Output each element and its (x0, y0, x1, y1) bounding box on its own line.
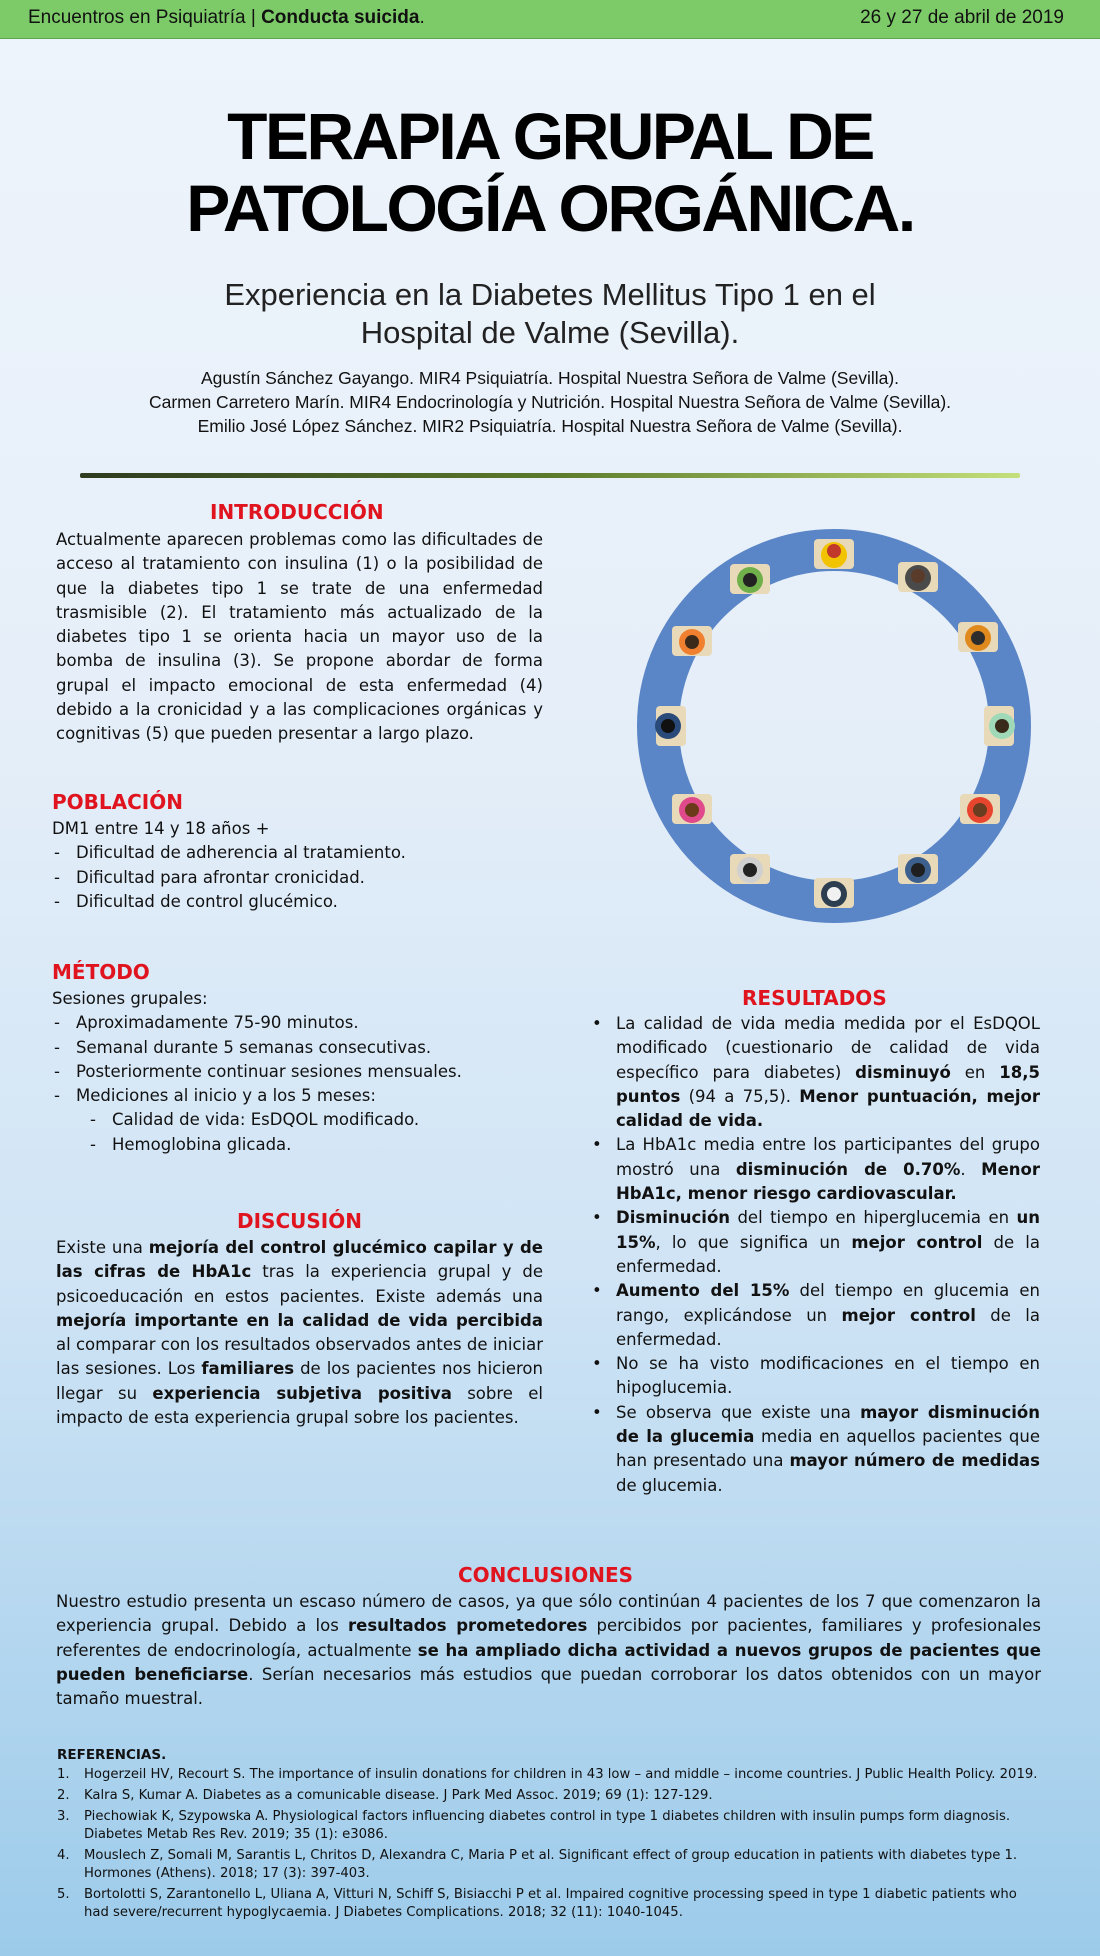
list-subitem: - Hemoglobina glicada. (52, 1133, 532, 1157)
references (57, 1746, 1042, 1925)
event-date: 26 y 27 de abril de 2019 (860, 7, 1064, 28)
resultados-list (590, 1012, 1040, 1498)
author-3: Emilio José López Sánchez. MIR2 Psiquiatría. Hospital Nuestra Señora de Valme (Sevilla). (197, 416, 903, 436)
metodo-title: MÉTODO (52, 960, 150, 984)
poster-subtitle: Experiencia en la Diabetes Mellitus Tipo 1 en el Hospital de Valme (Sevilla). (224, 277, 876, 350)
introduccion-text: Actualmente aparecen problemas como las dificultades de acceso al tratamiento con insulina (1) o la posibilidad de que la diabetes tipo 1 se trate de una enfermedad trasmisible (2). El tratamiento más actualizado de la diabetes tipo 1 se orienta hacia un mayor uso de la bomba de insulina (3). Se propone abordar de forma grupal el impacto emocional de esta enfermedad (4) debido a la cronicidad y a las complicaciones orgánicas y cognitivas (5) que pueden presentar a largo plazo. (56, 530, 543, 744)
reference-item: 1. Hogerzeil HV, Recourt S. The importance of insulin donations for children in 43 low – and middle – income countries. J Public Health Policy. 2019. (57, 1767, 1038, 1782)
poster-title: TERAPIA GRUPAL DE PATOLOGÍA ORGÁNICA. (186, 99, 914, 245)
poblacion-title: POBLACIÓN (52, 790, 183, 814)
poblacion-content (52, 817, 532, 914)
event-label: Encuentros en Psiquiatría | Conducta suicida. (28, 7, 425, 28)
references-title: REFERENCIAS. (57, 1747, 167, 1763)
header-bar (0, 0, 1100, 39)
introduccion-title: INTRODUCCIÓN (210, 500, 384, 524)
author-2: Carmen Carretero Marín. MIR4 Endocrinología y Nutrición. Hospital Nuestra Señora de Valme (Sevilla). (148, 392, 952, 412)
reference-item: 5. Bortolotti S, Zarantonello L, Uliana A, Vitturi N, Schiff S, Bisiacchi P et al. Impaired cognitive processing speed in type 1 diabetic patients who had severe/recurrent hypoglycaemia. J Diabetes Complications. 2018; 32 (11): 1040-1045. (57, 1887, 1017, 1920)
list-item: - Posteriormente continuar sesiones mensuales. (52, 1060, 532, 1084)
result-item: • Aumento del 15% del tiempo en glucemia en rango, explicándose un mejor control de la enfermedad. (590, 1279, 1040, 1352)
list-item: - Dificultad de control glucémico. (52, 890, 532, 914)
result-item: • No se ha visto modificaciones en el tiempo en hipoglucemia. (590, 1352, 1040, 1401)
authors (0, 366, 1100, 438)
result-item: • La calidad de vida media medida por el EsDQOL modificado (cuestionario de calidad de vida específico para diabetes) disminuyó en 18,5 puntos (94 a 75,5). Menor puntuación, mejor calidad de vida. (590, 1012, 1040, 1133)
list-item: - Dificultad para afrontar cronicidad. (52, 866, 532, 890)
group-therapy-illustration (630, 520, 1050, 940)
result-item: • Disminución del tiempo en hiperglucemia en un 15%, lo que significa un mejor control de la enfermedad. (590, 1206, 1040, 1279)
reference-item: 3. Piechowiak K, Szypowska A. Physiological factors influencing diabetes control in type 1 diabetes children with insulin pumps form diagnosis. Diabetes Metab Res Rev. 2019; 35 (1): e3086. (57, 1809, 1011, 1842)
discusion-title: DISCUSIÓN (237, 1209, 362, 1233)
result-item: • Se observa que existe una mayor disminución de la glucemia media en aquellos pacientes que han presentado una mayor número de medidas de glucemia. (590, 1401, 1040, 1498)
result-item: • La HbA1c media entre los participantes del grupo mostró una disminución de 0.70%. Menor HbA1c, menor riesgo cardiovascular. (590, 1133, 1040, 1206)
list-subitem: - Calidad de vida: EsDQOL modificado. (52, 1108, 532, 1132)
list-item: - Aproximadamente 75-90 minutos. (52, 1011, 532, 1035)
list-item: - Mediciones al inicio y a los 5 meses: (52, 1084, 532, 1108)
resultados-title: RESULTADOS (742, 986, 887, 1010)
metodo-intro: Sesiones grupales: (52, 989, 208, 1008)
conclusiones-text: Nuestro estudio presenta un escaso número de casos, ya que sólo continúan 4 pacientes de los 7 que comenzaron la experiencia grupal. Debido a los resultados prometedores percibidos por pacientes, familiares y profesionales referentes de endocrinología, actualmente se ha ampliado dicha actividad a nuevos grupos de pacientes que pueden beneficiarse. Serían necesarios más estudios que puedan corroborar los datos obtenidos con un mayor tamaño muestral. (56, 1592, 1042, 1709)
list-item: - Dificultad de adherencia al tratamiento. (52, 841, 532, 865)
reference-item: 4. Mouslech Z, Somali M, Sarantis L, Chritos D, Alexandra C, Maria P et al. Significant effect of group education in patients with diabetes type 1. Hormones (Athens). 2018; 17 (3): 397-403. (57, 1848, 1018, 1881)
discusion-text: Existe una mejoría del control glucémico capilar y de las cifras de HbA1c tras la experiencia grupal y de psicoeducación en estos pacientes. Existe además una mejoría importante en la calidad de vida percibida al comparar con los resultados observados antes de iniciar las sesiones. Los familiares de los pacientes nos hicieron llegar su experiencia subjetiva positiva sobre el impacto de esta experiencia grupal sobre los pacientes. (56, 1238, 544, 1428)
table-ring (658, 550, 1010, 902)
metodo-list (52, 1011, 532, 1157)
list-item: - Semanal durante 5 semanas consecutivas. (52, 1036, 532, 1060)
divider-line (80, 473, 1020, 478)
conclusiones-title: CONCLUSIONES (458, 1563, 634, 1587)
metodo-content (52, 987, 532, 1157)
poblacion-list (52, 841, 532, 914)
reference-item: 2. Kalra S, Kumar A. Diabetes as a comunicable disease. J Park Med Assoc. 2019; 69 (1): 127-129. (57, 1788, 713, 1803)
references-list (57, 1766, 1042, 1922)
resultados-content (590, 1012, 1040, 1498)
author-1: Agustín Sánchez Gayango. MIR4 Psiquiatría. Hospital Nuestra Señora de Valme (Sevilla). (200, 368, 900, 388)
poblacion-intro: DM1 entre 14 y 18 años + (52, 819, 270, 838)
topic-label: Conducta suicida (261, 7, 420, 28)
